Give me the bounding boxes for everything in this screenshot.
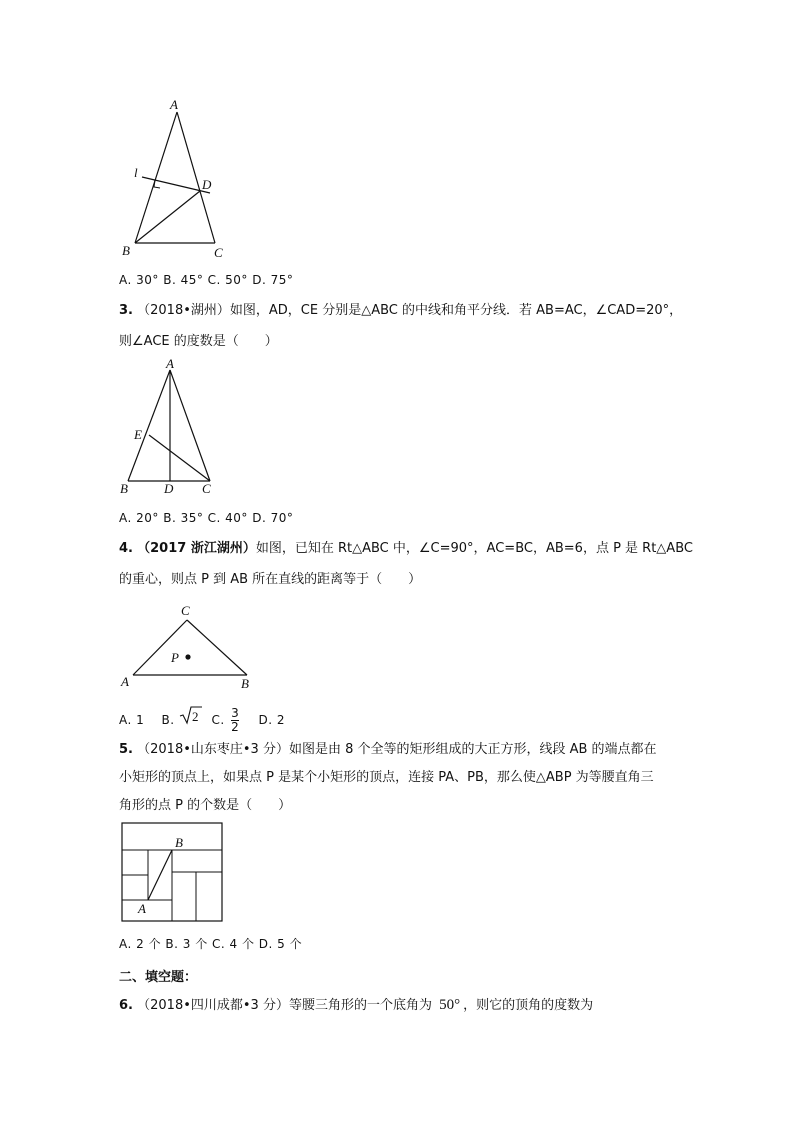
q3-line2: 则∠ACE 的度数是（ ） [119,334,278,349]
sqrt-symbol [179,704,203,738]
q4-option-a: A. 1 [119,713,145,727]
fraction-numerator: 3 [231,706,240,720]
q6-number: 6. [119,998,133,1013]
label-A: A [166,356,174,371]
q4-option-c: C. [211,713,225,727]
q3-line1 [119,302,682,320]
q4-source: （2017 浙江湖州） [137,541,256,556]
figure-rectangles-q5 [118,820,228,926]
q3-number: 3. [119,303,133,318]
q5-line1 [119,741,657,759]
q4-options [119,703,285,737]
label-E: E [134,427,142,442]
q4-number: 4. [119,541,133,556]
label-C: C [202,481,211,496]
figure-triangle-q3 [110,355,230,500]
label-C: C [214,245,223,260]
label-B: B [122,243,130,258]
figure-triangle-1 [110,95,240,265]
q4-option-d: D. 2 [258,713,285,727]
label-A: A [138,901,146,916]
label-l: l [134,165,138,180]
label-D: D [164,481,174,496]
q3-options: A. 20° B. 35° C. 40° D. 70° [119,511,294,525]
section-fill-in: 二、填空题： [119,970,198,985]
q5-options: A. 2 个 B. 3 个 C. 4 个 D. 5 个 [119,937,303,951]
q4-text-1: 如图，已知在 Rt△ABC 中，∠C=90°，AC=BC，AB=6，点 P 是 Rt△ABC [255,541,693,556]
q6-angle: 50° [439,997,461,1013]
label-B: B [120,481,128,496]
q6-text-a: （2018•四川成都•3 分）等腰三角形的一个底角为 [137,998,432,1013]
label-D: D [202,177,212,192]
label-P: P [171,650,179,665]
label-B: B [175,835,183,850]
figure-triangle-q4 [115,600,260,692]
label-B: B [241,676,249,691]
q2-options: A. 30° B. 45° C. 50° D. 75° [119,273,294,287]
q5-text-1: （2018•山东枣庄•3 分）如图是由 8 个全等的矩形组成的大正方形，线段 AB 的端点都在 [137,742,657,757]
q4-line1 [119,540,693,558]
q3-text-1: （2018•湖州）如图，AD，CE 分别是△ABC 的中线和角平分线．若 AB=AC，∠CAD=20°， [137,303,683,318]
q5-line2: 小矩形的顶点上，如果点 P 是某个小矩形的顶点，连接 PA、PB，那么使△ABP 为等腰直角三 [119,770,654,785]
label-A: A [170,97,178,112]
label-A: A [121,674,129,689]
fraction-denominator: 2 [231,720,240,734]
q6-text-b: ，则它的顶角的度数为 [463,998,594,1013]
label-C: C [181,603,190,618]
q4-option-b: B. [161,713,175,727]
q6-line1 [119,996,593,1015]
q5-number: 5. [119,742,133,757]
q4-option-b-value: 2 [191,708,199,724]
q4-line2: 的重心，则点 P 到 AB 所在直线的距离等于（ ） [119,572,422,587]
fraction [231,707,239,734]
q5-line3: 角形的点 P 的个数是（ ） [119,798,292,813]
